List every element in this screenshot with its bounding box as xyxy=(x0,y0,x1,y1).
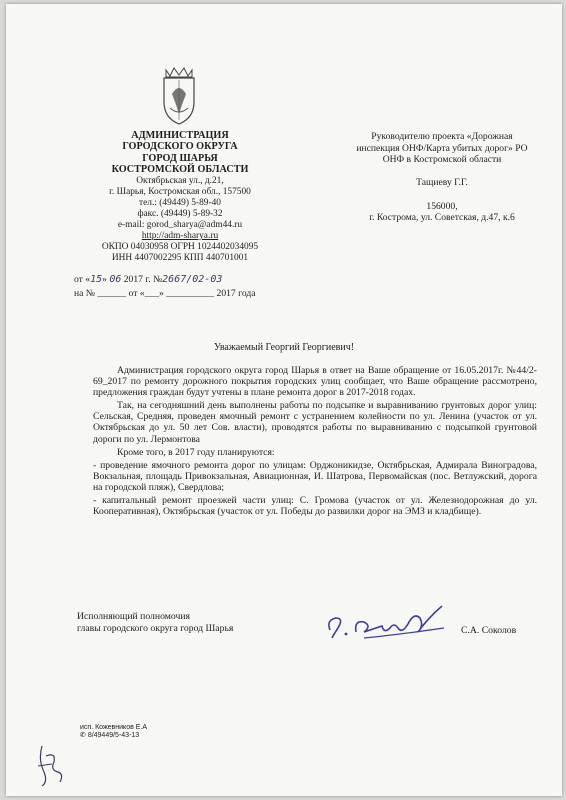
body-list-item: - капитальный ремонт проезжей части улиц: С. Громова (участок от ул. Железнодорожная до ул. Кооперативная), Октябрьская (участок от ул. Победы до развилки дорог на ЭМЗ и кладбище). xyxy=(93,495,537,518)
org-name-line: ГОРОД ШАРЬЯ xyxy=(142,152,218,164)
sender-block xyxy=(72,130,288,264)
letter-page xyxy=(6,4,562,796)
sender-fax: факс. (49449) 5-89-32 xyxy=(137,208,223,219)
recipient-line: ОНФ в Костромской области xyxy=(382,154,502,166)
recipient-postcode: 156000, xyxy=(426,200,458,212)
body-list-item: - проведение ямочного ремонта дорог по улицам: Орджоникидзе, Октябрьская, Адмирала Виноградова, Вокзальная, площадь Привокзальная, Авиационная, И. Шатрова, Первомайская (пос. Ветлужский, дорога на городской пляж), Свердлова; xyxy=(93,459,537,493)
coat-of-arms-emblem xyxy=(152,64,206,126)
outgoing-number-line: от «15» 06 2017 г. №2667/02-03 xyxy=(74,274,223,285)
sender-website-link[interactable]: http://adm-sharya.ru xyxy=(141,231,219,242)
outgoing-month: 06 xyxy=(109,274,122,285)
signatory-name: С.А. Соколов xyxy=(461,625,517,636)
recipient-block xyxy=(328,131,556,224)
margin-handwritten-mark xyxy=(34,742,68,788)
org-name-line: ГОРОДСКОГО ОКРУГА xyxy=(122,141,238,153)
recipient-line: инспекция ОНФ/Карта убитых дорог» РО xyxy=(356,142,528,154)
sender-email: e-mail: gorod_sharya@adm44.ru xyxy=(117,220,243,230)
sender-address-line: г. Шарья, Костромская обл., 157500 xyxy=(109,186,251,197)
recipient-line xyxy=(328,189,556,201)
outgoing-day: 15 xyxy=(90,274,103,285)
org-name-line: АДМИНИСТРАЦИЯ xyxy=(131,130,229,141)
phone-icon: ✆ xyxy=(80,732,88,740)
org-name-line: КОСТРОМСКОЙ ОБЛАСТИ xyxy=(111,164,249,176)
body-paragraph: Администрация городского округа город Шарья в ответ на Ваше обращение от 16.05.2017г. №44/2-69_2017 по ремонту дорожного покрытия городских улиц сообщает, что Ваше обращение рассмотрено, предложения граждан будут учтены в плане ремонта дорог в 2017-2018 годах. xyxy=(93,365,537,399)
recipient-line: Руководителю проекта «Дорожная xyxy=(371,131,513,142)
reply-reference-line: на № ______ от «___» __________ 2017 года xyxy=(74,288,256,299)
outgoing-number: 2667/02-03 xyxy=(162,274,223,285)
recipient-line xyxy=(328,166,556,178)
sender-phone: тел.: (49449) 5-89-40 xyxy=(139,197,221,208)
handwritten-signature xyxy=(324,598,452,646)
signatory-title: Исполняющий полномочия главы городского округа город Шарья xyxy=(77,611,234,634)
body-paragraph: Так, на сегодняшний день выполнены работы по подсыпке и выравниванию грунтовых дорог улиц: Сельская, Средняя, проведен ямочный ремонт с устранением колейности по ул. Ленина (участок от ул. Октябрьская до ул. 50 лет Сов. власти), проводятся работы по выравниванию с подсыпкой грунтовой дороги по ул. Лермонтова xyxy=(93,400,537,445)
sender-okpo-ogrn: ОКПО 04030958 ОГРН 1024402034095 xyxy=(101,242,259,253)
recipient-address: г. Кострома, ул. Советская, д.47, к.6 xyxy=(369,212,515,224)
executor-phone-line: ✆ 8/49449/5-43-13 xyxy=(80,732,140,740)
greeting: Уважаемый Георгий Георгиевич! xyxy=(213,342,355,353)
letter-body xyxy=(93,365,537,519)
body-paragraph: Кроме того, в 2017 году планируются: xyxy=(117,446,275,458)
executor-name: исп. Кожевников Е.А xyxy=(80,724,148,731)
sender-address-line: Октябрьская ул., д.21, xyxy=(136,175,224,186)
recipient-name: Тащиеву Г.Г. xyxy=(416,177,468,189)
executor-footer xyxy=(80,724,147,741)
sender-inn-kpp: ИНН 4407002295 КПП 440701001 xyxy=(111,253,249,264)
